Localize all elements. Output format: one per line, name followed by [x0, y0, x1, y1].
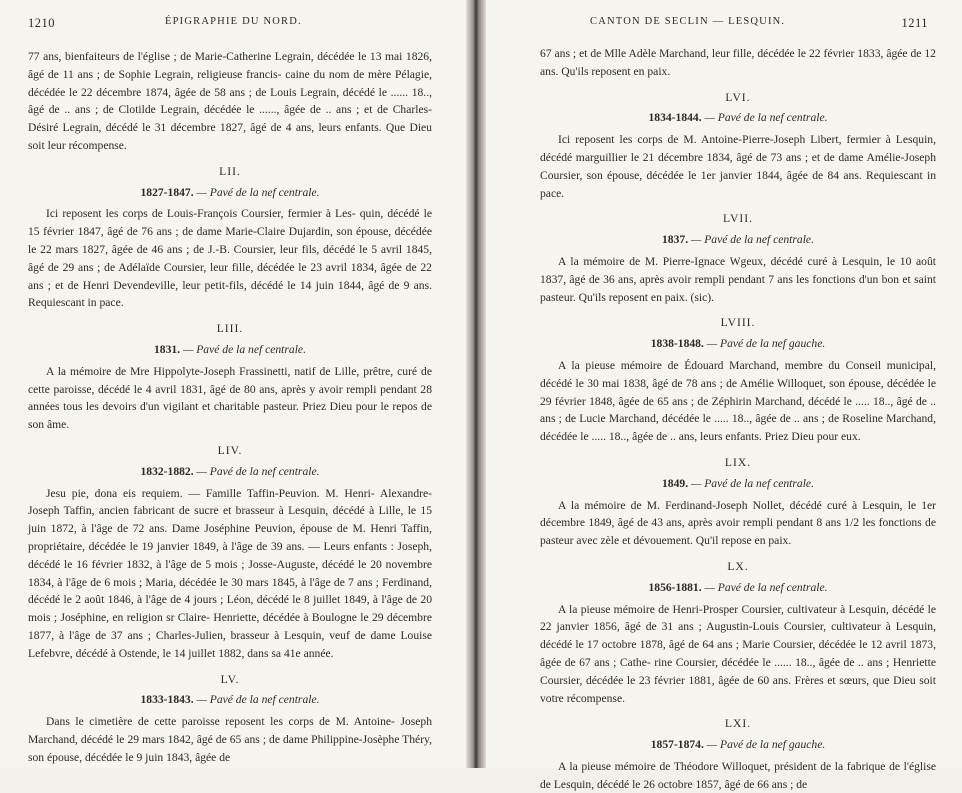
- entry-text: [540, 497, 936, 550]
- text-line: et de Henri Devendeville, leur petit-fils, décédé le 14 juin 1844, âgé: [55, 278, 385, 292]
- text-line: Ferdinand, décédé le 2 août 1846, à l'âge de 4 jours ; Léon, décédé: [28, 575, 432, 607]
- text-line: le 10 août 1837, âgé de 36 ans, après avoir rempli pendant 7 ans les: [540, 254, 936, 286]
- left-opening-paragraph: [28, 48, 432, 155]
- text-line: et charitable pasteur. Priez Dieu pour le repos de son âme.: [28, 400, 432, 432]
- entry-text: [28, 713, 432, 766]
- text-line: Coursier, cultivateur à Lesquin, décédé le 17 octobre 1878, âgé de 64: [540, 620, 936, 652]
- entry-heading: [28, 184, 432, 202]
- text-line: Philippine-Josèphe Théry, son épouse, décédée le 9 juin 1843, âgée de: [28, 732, 432, 764]
- entry-location: — Pavé de la nef centrale.: [196, 185, 320, 199]
- text-line: A la pieuse mémoire de Édouard Marchand, membre du Conseil: [558, 358, 882, 372]
- entry-date: 1827-1847.: [140, 185, 194, 199]
- entry-text: [540, 357, 936, 446]
- text-line: Joseph Marchand, décédé le 29 mars 1842, âgé de 65 ans ; de dame: [28, 715, 432, 746]
- entry-heading: [540, 736, 936, 754]
- right-running-title: CANTON DE SECLIN — LESQUIN.: [590, 16, 786, 27]
- right-page: [486, 0, 962, 791]
- text-line: décédé à Ostende, le 14 juillet 1882, dans sa 41e année.: [75, 646, 334, 660]
- entry-text: [28, 363, 432, 434]
- text-line: Dujardin, son épouse, décédée le 22 mars 1827, âgée de 46 ans ; de: [28, 225, 433, 256]
- text-line: le ..... 18.., âgée de .. ans, leurs enfants. Priez Dieu pour eux.: [580, 430, 861, 444]
- entry-location: — Pavé de la nef gauche.: [706, 738, 826, 752]
- entry-heading: [540, 475, 936, 493]
- text-line: les fonctions de pasteur avec zèle et dévouement. Qu'il repose en paix.: [540, 516, 936, 548]
- right-page-content: [540, 45, 936, 793]
- text-line: Lesquin, décédé le 22 janvier 1856, âgé de 31 ans ; Augustin-Louis: [540, 602, 936, 634]
- entry-location: — Pavé de la nef centrale.: [196, 693, 320, 707]
- entry-heading: [540, 579, 936, 597]
- text-line: 1844, âgée de 84 ans. Requiescant in pace.: [540, 168, 936, 200]
- entry-number: LII.: [219, 164, 241, 178]
- text-line: J.-B. Coursier, leur fils, décédé le 5 avril 1845, âgé de 29 ans ; de: [28, 242, 432, 274]
- text-line: Que Dieu soit leur récompense.: [28, 121, 432, 152]
- entry-location: — Pavé de la nef gauche.: [706, 337, 826, 351]
- text-line: décédée le ..... 18.., âgée de .. ans ; de Roseline Marchand, décédée: [540, 412, 937, 444]
- entry-text: [540, 601, 936, 708]
- text-line: 58 ans ; de Louis Legrain, décédé le ...... 18.., âgé de .. ans ; de: [28, 85, 432, 117]
- text-line: A la mémoire de M. Pierre-Ignace Wgeux, décédé curé à Lesquin,: [558, 254, 883, 268]
- entry-text: [28, 485, 432, 663]
- entry-date: 1849.: [662, 476, 689, 490]
- text-line: caine du nom de mère Pélagie, décédée le 22 décembre 1874, âgée de: [28, 67, 432, 99]
- entry-date: 1833-1843.: [140, 693, 194, 707]
- entry-number: LIII.: [216, 322, 244, 336]
- text-line: le 8 juillet 1849, à l'âge de 20 mois ; Joséphine, en religion sr Claire-: [28, 593, 432, 625]
- text-line: municipal, décédé le 30 mai 1838, âgé de 78 ans ; de Amélie Willoquet,: [540, 358, 936, 390]
- entry-location: — Pavé de la nef centrale.: [196, 464, 320, 478]
- entry-date: 1834-1844.: [648, 111, 702, 125]
- text-line: 77 ans, bienfaiteurs de l'église ; de Marie-Catherine Legrain, décédée: [28, 50, 355, 63]
- entry-location: — Pavé de la nef centrale.: [704, 580, 828, 594]
- text-line: A la pieuse mémoire de Henri-Prosper Coursier, cultivateur à: [558, 602, 846, 616]
- text-line: de l'église de Lesquin, décédé le 26 octobre 1857, âgé de 66 ans ; de: [540, 759, 936, 791]
- text-line: de 9 ans. Requiescant in pace.: [28, 278, 432, 310]
- text-line: A la mémoire de M. Ferdinand-Joseph Nollet, décédé curé à Lesquin,: [558, 498, 903, 512]
- text-line: décédée le 23 février 1881, âgée de 60 ans. Frères et sœurs, que Dieu: [585, 673, 916, 687]
- entry-heading: [540, 231, 936, 249]
- entry-number: LVIII.: [720, 316, 756, 330]
- text-line: l'âge de 6 mois ; Maria, décédée le 30 mars 1845, à l'âge de 7 ans ;: [65, 575, 379, 589]
- text-line: Henriette, décédée à Boulogne le 29 décembre 1877, à l'âge de 37 ans ;: [28, 611, 432, 642]
- entry-date: 1831.: [154, 342, 181, 356]
- text-line: à Lesquin, décédé marguillier le 21 décembre 1834, âgé de 73 ans ; et: [540, 133, 936, 164]
- entry-heading: [540, 109, 936, 127]
- text-line: Ici reposent les corps de Louis-François Coursier, fermier à Les-: [46, 207, 356, 221]
- text-line: soit votre récompense.: [540, 673, 936, 705]
- entry-date: 1857-1874.: [650, 738, 704, 752]
- entry-location: — Pavé de la nef centrale.: [183, 342, 306, 356]
- entry-location: — Pavé de la nef centrale.: [704, 111, 828, 125]
- text-line: fonctions d'un bon et saint pasteur. Qu'ils reposent en paix. (sic).: [540, 272, 936, 304]
- entry-text: [540, 253, 936, 306]
- entry-number: LIV.: [217, 443, 243, 457]
- text-line: 1832, à l'âge de 5 mois ; Josse-Auguste, décédé le 20 novembre 1834, à: [28, 557, 433, 589]
- entry-number: LXI.: [724, 717, 752, 731]
- text-line: rine Coursier, décédée le ...... 18.., âgée de .. ans ; Henriette Coursier,: [540, 655, 936, 687]
- text-line: Lesquin, décédé à Lille, le 15 juin 1872, à l'âge de 72 ans. Dame Joséphine: [28, 504, 432, 536]
- text-line: le 13 mai 1826, âgé de 11 ans ; de Sophie Legrain, religieuse francis-: [28, 50, 432, 81]
- text-line: Ici reposent les corps de M. Antoine-Pierre-Joseph Libert, fermier: [558, 133, 881, 147]
- left-page-number: 1210: [28, 16, 55, 30]
- entry-heading: [540, 335, 936, 353]
- text-line: 67 ans ; et de Mlle Adèle Marchand, leur fille, décédée le 22 février 1833,: [540, 47, 884, 60]
- entry-date: 1837.: [662, 233, 689, 247]
- entry-heading: [28, 463, 432, 481]
- text-line: son épouse, décédée le 29 février 1848, âgée de 65 ans ; de Zéphirin: [540, 376, 936, 408]
- entry-number: LX.: [727, 559, 749, 573]
- text-line: Désiré Legrain, décédé le 31 décembre 1827, âgé de 4 ans, leurs enfants.: [28, 121, 382, 135]
- text-line: A la pieuse mémoire de Théodore Willoquet, président de la fabrique: [558, 759, 886, 773]
- entry-date: 1856-1881.: [648, 580, 702, 594]
- text-line: Charles-Julien, brasseur à Lesquin, veuf de dame Louise Lefebvre,: [28, 628, 433, 660]
- entry-location: — Pavé de la nef centrale.: [691, 476, 814, 490]
- right-opening-paragraph: [540, 45, 936, 81]
- text-line: Clotilde Legrain, décédée le ......, âgée de .. ans ; et de Charles-: [118, 103, 432, 117]
- text-line: 1849, à l'âge de 39 ans. — Leurs enfants : Joseph, décédé le 16 février: [28, 539, 432, 571]
- text-line: âgée de 12 ans. Qu'ils reposent en paix.: [540, 47, 936, 78]
- right-page-number: 1211: [901, 16, 928, 30]
- text-line: le 1er décembre 1849, âgé de 43 ans, après avoir rempli pendant 8 ans 1/2: [540, 498, 936, 530]
- text-line: Adélaïde Coursier, leur fille, décédée le 23 avril 1834, âgée de 22 ans ;: [28, 260, 432, 292]
- entry-number: LVII.: [722, 212, 753, 226]
- text-line: Jesu pie, dona eis requiem. — Famille Taffin-Peuvion. M. Henri-: [46, 486, 375, 500]
- entry-text: [28, 205, 432, 312]
- entry-text: [540, 758, 936, 793]
- text-line: Marchand, décédé le ..... 18.., âgé de .. ans ; de Lucie Marchand,: [540, 394, 937, 426]
- book-gutter: [466, 0, 486, 768]
- entry-date: 1838-1848.: [650, 337, 704, 351]
- text-line: prêtre, curé de cette paroisse, décédé le 4 avril 1831, âgé de 80 ans,: [28, 364, 432, 396]
- entry-number: LVI.: [725, 90, 751, 104]
- text-line: Dans le cimetière de cette paroisse reposent les corps de M. Antoine-: [46, 715, 395, 729]
- text-line: ans ; Marie Coursier, décédée le 12 avril 1873, âgée de 67 ans ; Cathe-: [540, 638, 937, 669]
- text-line: après y avoir rempli pendant 28 années tous les devoirs d'un vigilant: [28, 382, 432, 414]
- entry-text: [540, 131, 936, 202]
- text-line: A la mémoire de Mre Hippolyte-Joseph Frassinetti, natif de Lille,: [46, 364, 360, 378]
- text-line: Alexandre-Joseph Taffin, ancien fabricant de sucre et brasseur à: [28, 486, 432, 518]
- entry-location: — Pavé de la nef centrale.: [691, 233, 814, 247]
- text-line: de dame Amélie-Joseph Coursier, son épouse, décédée le 1er janvier: [540, 150, 936, 182]
- entry-number: LIX.: [724, 455, 752, 469]
- left-page-content: [28, 48, 432, 766]
- text-line: quin, décédé le 15 février 1847, âgé de 76 ans ; de dame Marie-Claire: [28, 207, 432, 239]
- entry-date: 1832-1882.: [140, 464, 194, 478]
- entry-number: LV.: [220, 672, 240, 686]
- text-line: Peuvion, épouse de M. Henri Taffin, propriétaire, décédée le 19 janvier: [28, 522, 432, 553]
- left-running-title: ÉPIGRAPHIE DU NORD.: [165, 16, 302, 27]
- left-page: [0, 0, 466, 768]
- entry-heading: [28, 341, 432, 359]
- entry-heading: [28, 691, 432, 709]
